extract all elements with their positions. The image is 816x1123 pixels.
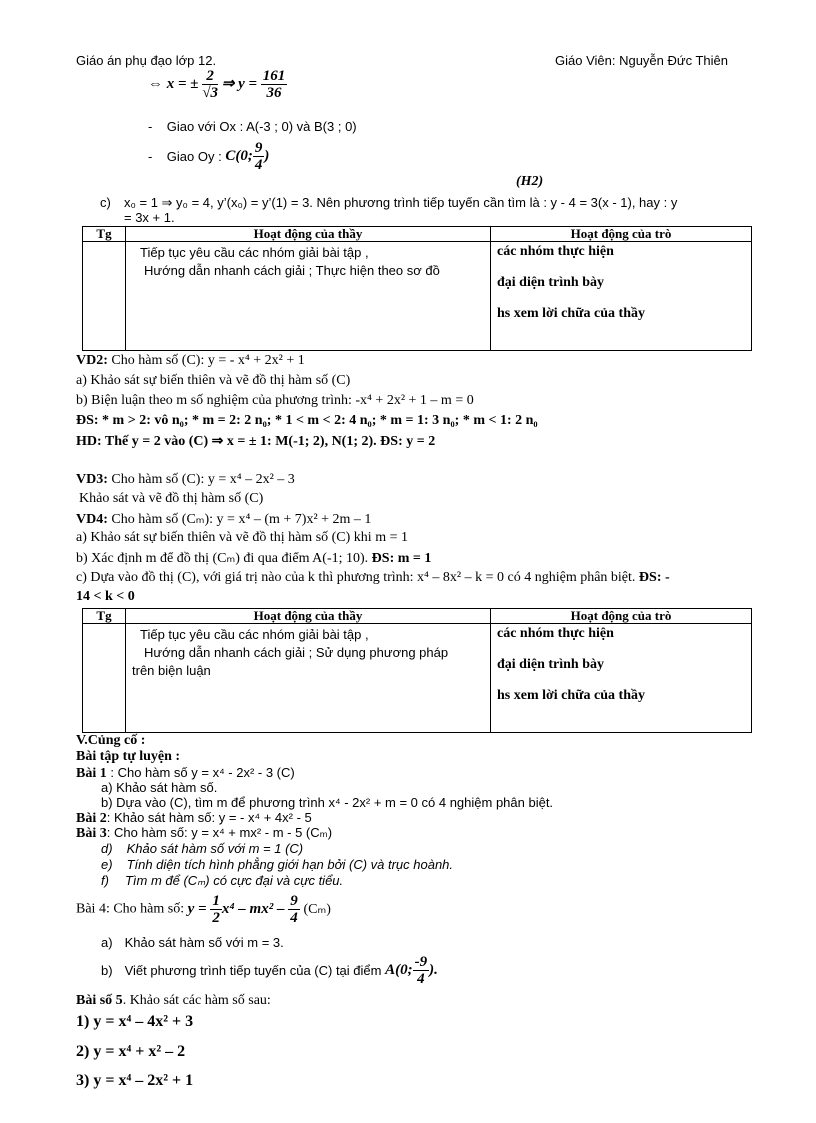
header-student-activity: Hoạt động của trò xyxy=(491,609,752,624)
vd2-part-a: a) Khảo sát sự biến thiên và vẽ đồ thị hàm số (C) xyxy=(76,373,351,388)
activity-table-2 xyxy=(82,608,752,733)
exercise-4-a xyxy=(101,935,284,950)
fraction-denominator: 4 xyxy=(290,910,298,926)
vd2-title: VD2: xyxy=(76,353,108,368)
exercise-1-text: : Cho hàm số y = x⁴ - 2x² - 3 (C) xyxy=(106,765,295,780)
teacher-line: Tiếp tục yêu cầu các nhóm giải bài tập , xyxy=(140,627,369,642)
item-c-line2: = 3x + 1. xyxy=(124,210,175,225)
item-text: Tính diện tích hình phẳng giới hạn bởi (C) và trục hoành. xyxy=(126,857,454,872)
fraction-numerator: 9 xyxy=(254,140,263,156)
header-student-activity: Hoạt động của trò xyxy=(491,227,752,242)
header-teacher-activity: Hoạt động của thầy xyxy=(126,227,491,242)
point-a-fraction xyxy=(413,954,430,987)
item-label: f) xyxy=(101,873,109,888)
student-line: hs xem lời chữa của thầy xyxy=(497,688,645,703)
item-label: e) xyxy=(101,857,113,872)
exercise-3-text: : Cho hàm số: y = x⁴ + mx² - m - 5 (Cₘ) xyxy=(106,825,333,840)
vd4-function: Cho hàm số (Cₘ): y = x⁴ – (m + 7)x² + 2m – 1 xyxy=(107,512,372,527)
student-line: các nhóm thực hiện xyxy=(497,244,614,259)
fraction-numerator: 1 xyxy=(212,893,220,909)
student-line: đại diện trình bày xyxy=(497,657,604,672)
table-row xyxy=(83,242,752,351)
fraction-numerator: 161 xyxy=(262,68,286,84)
vd2-part-b: b) Biện luận theo m số nghiệm của phương trình: -x⁴ + 2x² + 1 – m = 0 xyxy=(76,393,474,408)
item-text: Khảo sát hàm số với m = 1 (C) xyxy=(126,841,304,856)
exercise-2-label: Bài 2 xyxy=(76,811,107,826)
section-title: V.Củng cố : xyxy=(76,733,146,748)
item-label: a) xyxy=(101,935,113,950)
table-header-row xyxy=(83,609,752,624)
fraction-denominator: √3 xyxy=(202,85,219,101)
exercise-3-e xyxy=(101,857,453,872)
header-right: Giáo Viên: Nguyễn Đức Thiên xyxy=(555,53,728,68)
table-row xyxy=(83,624,752,733)
cell-student-activity xyxy=(491,242,752,351)
exercise-5-function-2: 2) y = x⁴ + x² – 2 xyxy=(76,1043,186,1060)
item-label: d) xyxy=(101,841,113,856)
equation-middle: ⇒ y = xyxy=(221,75,258,92)
fraction-denominator: 4 xyxy=(254,157,263,173)
intersect-ox-text: Giao với Ox : A(-3 ; 0) và B(3 ; 0) xyxy=(166,119,357,134)
figure-label-h2: (H2) xyxy=(516,174,544,189)
header-tg: Tg xyxy=(83,609,126,624)
exercise-3-f xyxy=(101,873,343,889)
activity-table-1 xyxy=(82,226,752,351)
item-text: Tìm m để (Cₘ) có cực đại và cực tiểu. xyxy=(124,873,344,888)
fraction-numerator: -9 xyxy=(414,954,428,970)
item-text: Viết phương trình tiếp tuyến của (C) tại điểm xyxy=(124,963,382,978)
cell-tg xyxy=(83,624,126,733)
cell-teacher-activity xyxy=(126,624,491,733)
equation-prefix: ⇔ x = ± xyxy=(148,75,199,92)
fraction-161-36 xyxy=(261,68,288,101)
point-c xyxy=(225,140,270,173)
student-line: hs xem lời chữa của thầy xyxy=(497,306,645,321)
exercise-5-function-3: 3) y = x⁴ – 2x² + 1 xyxy=(76,1072,194,1089)
intersect-ox-item: - Giao với Ox : A(-3 ; 0) và B(3 ; 0) xyxy=(148,119,357,134)
intersect-oy-item: - Giao Oy : C(0; $\frac{9}{4}$ ) xyxy=(148,140,270,173)
teacher-line: Hướng dẫn nhanh cách giải ; Thực hiện theo sơ đồ xyxy=(144,263,440,278)
intersect-oy-label: Giao Oy : xyxy=(166,149,222,164)
fraction-2-sqrt3 xyxy=(202,68,218,101)
vd4-part-c-answer-cont: 14 < k < 0 xyxy=(76,589,135,604)
vd2-function: Cho hàm số (C): y = - x⁴ + 2x² + 1 xyxy=(107,353,305,368)
exercise-2-text: : Khảo sát hàm số: y = - x⁴ + 4x² - 5 xyxy=(106,810,312,825)
exercise-4-curve: (Cₘ) xyxy=(303,902,331,917)
vd4-part-c-answer: ĐS: - xyxy=(635,570,670,585)
exercise-4 xyxy=(76,893,331,926)
student-line: đại diện trình bày xyxy=(497,275,604,290)
item-c-line1: x₀ = 1 ⇒ y₀ = 4, y’(x₀) = y’(1) = 3. Nên phương trình tiếp tuyến cần tìm là : y - 4 = 3(x - 1), hay : y xyxy=(124,195,678,210)
fraction-1-2 xyxy=(210,893,222,926)
function-lhs: y = xyxy=(187,900,207,917)
vd2-heading xyxy=(76,353,305,369)
vd4-part-b xyxy=(76,550,431,567)
function-middle: x⁴ – mx² – xyxy=(221,900,285,917)
exercise-5-function-1: 1) y = x⁴ – 4x² + 3 xyxy=(76,1013,194,1030)
fraction-numerator: 9 xyxy=(290,893,298,909)
teacher-line: Hướng dẫn nhanh cách giải ; Sử dụng phương pháp xyxy=(144,645,449,660)
exercise-4-b xyxy=(101,954,438,987)
vd3-function: Cho hàm số (C): y = x⁴ – 2x² – 3 xyxy=(107,472,295,487)
exercise-5-text: . Khảo sát các hàm số sau: xyxy=(122,993,271,1008)
exercise-3-d xyxy=(101,841,303,856)
point-a-prefix: A(0; xyxy=(385,961,413,978)
cell-teacher-activity xyxy=(126,242,491,351)
point-a xyxy=(385,954,438,987)
vd3-title: VD3: xyxy=(76,472,108,487)
exercise-1-label: Bài 1 xyxy=(76,766,107,781)
exercise-1-b: b) Dựa vào (C), tìm m để phương trình x⁴ - 2x² + m = 0 có 4 nghiệm phân biệt. xyxy=(101,795,554,810)
cell-student-activity xyxy=(491,624,752,733)
vd4-title: VD4: xyxy=(76,512,108,527)
vd2-answer: ĐS: * m > 2: vô n₀; * m = 2: 2 n₀; * 1 < m < 2: 4 n₀; * m = 1: 3 n₀; * m < 1: 2 n₀ xyxy=(76,413,538,428)
vd4-part-b-answer: ĐS: m = 1 xyxy=(368,551,432,566)
exercise-5-label: Bài số 5 xyxy=(76,993,123,1008)
vd2-hint: HD: Thế y = 2 vào (C) ⇒ x = ± 1: M(-1; 2), N(1; 2). ĐS: y = 2 xyxy=(76,434,436,449)
cell-tg xyxy=(83,242,126,351)
teacher-line: Tiếp tục yêu cầu các nhóm giải bài tập , xyxy=(140,245,369,260)
teacher-line: trên biện luận xyxy=(132,663,211,678)
item-text: Khảo sát hàm số với m = 3. xyxy=(124,935,284,950)
point-c-prefix: C(0; xyxy=(225,147,253,164)
solution-equation xyxy=(148,68,287,101)
fraction-numerator: 2 xyxy=(202,68,218,85)
vd3-heading xyxy=(76,472,295,488)
exercise-4-label: Bài 4: Cho hàm số: xyxy=(76,901,185,917)
student-line: các nhóm thực hiện xyxy=(497,626,614,641)
vd3-task: Khảo sát và vẽ đồ thị hàm số (C) xyxy=(79,491,264,506)
exercise-3-label: Bài 3 xyxy=(76,826,107,841)
exercise-4-function xyxy=(187,893,304,926)
vd4-part-c-text: c) Dựa vào đồ thị (C), với giá trị nào của k thì phương trình: x⁴ – 8x² – k = 0 có 4 nghiệm phân biệt. xyxy=(76,570,636,585)
exercise-5 xyxy=(76,993,271,1009)
item-label: b) xyxy=(101,963,113,978)
exercise-3 xyxy=(76,825,332,842)
vd4-part-a: a) Khảo sát sự biến thiên và vẽ đồ thị hàm số (C) khi m = 1 xyxy=(76,530,408,545)
exercise-subtitle: Bài tập tự luyện : xyxy=(76,749,181,764)
point-c-fraction xyxy=(253,140,265,173)
header-left: Giáo án phụ đạo lớp 12. xyxy=(76,53,217,68)
exercise-1-a: a) Khảo sát hàm số. xyxy=(101,780,218,795)
vd4-heading xyxy=(76,511,371,528)
fraction-denominator: 36 xyxy=(266,85,282,101)
point-c-suffix: ) xyxy=(264,147,270,164)
vd4-part-c xyxy=(76,570,670,586)
vd4-part-b-text: b) Xác định m để đồ thị (Cₘ) đi qua điểm A(-1; 10). xyxy=(76,551,369,566)
table-header-row xyxy=(83,227,752,242)
fraction-9-4 xyxy=(288,893,300,926)
item-c-label: c) xyxy=(100,195,111,210)
header-tg: Tg xyxy=(83,227,126,242)
header-teacher-activity: Hoạt động của thầy xyxy=(126,609,491,624)
fraction-denominator: 4 xyxy=(417,971,425,987)
fraction-denominator: 2 xyxy=(212,910,220,926)
point-a-suffix: ). xyxy=(429,961,438,978)
